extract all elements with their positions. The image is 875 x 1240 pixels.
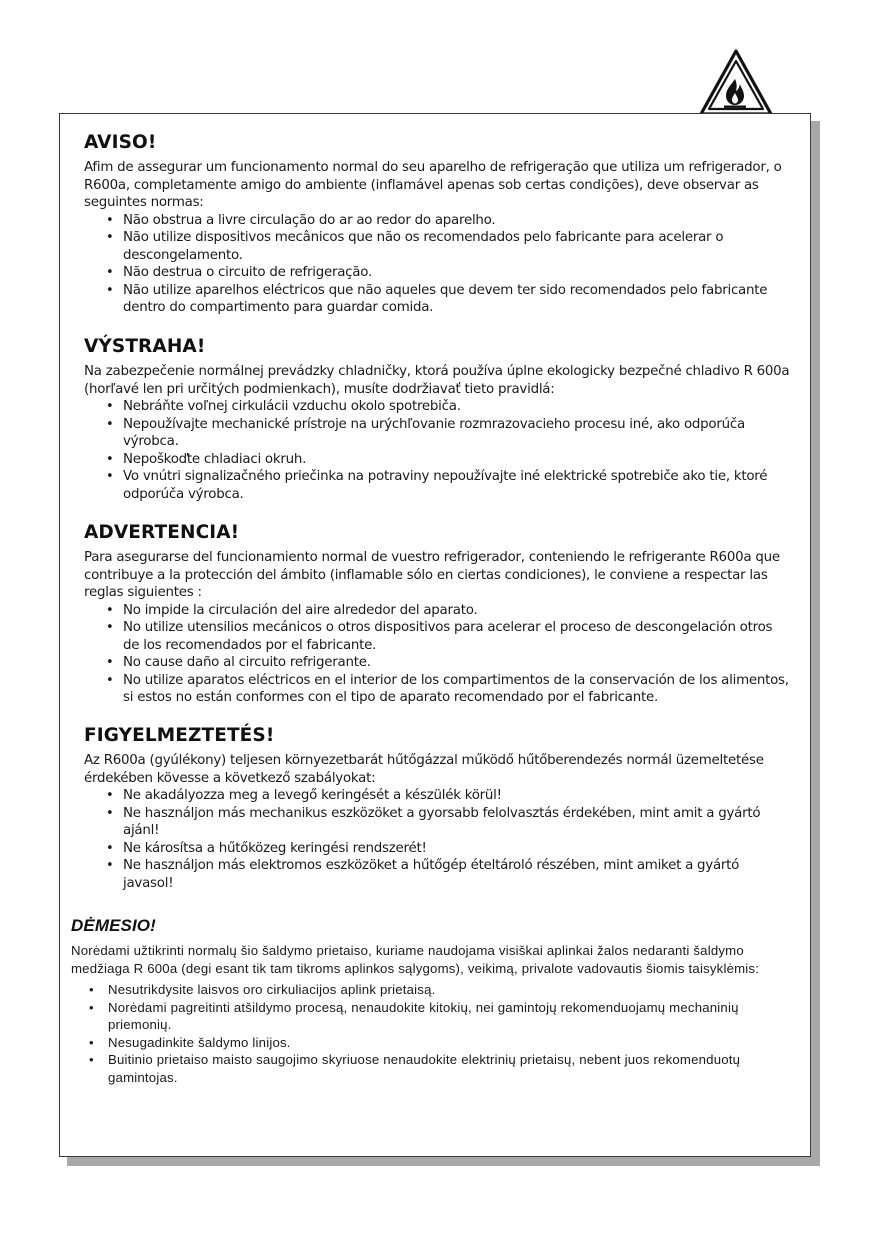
list-item: • No utilize utensilios mecánicos o otros dispositivos para acelerar el proceso de descongelación otros de los recomendados por el fabricante. [123, 619, 792, 654]
list-item: • Não obstrua a livre circulação do ar ao redor do aparelho. [123, 212, 792, 230]
list-item: • Nesugadinkite šaldymo linijos. [108, 1034, 793, 1052]
list-item: • Norėdami pagreitinti atšildymo procesą, nenaudokite kitokių, nei gamintojų rekomenduojamų mechaninių priemonių. [108, 999, 793, 1034]
list-item: • Vo vnútri signalizačného priečinka na potraviny nepoužívajte iné elektrické spotrebiče ako tie, ktoré odporúča výrobca. [123, 468, 792, 503]
list-item: • No impide la circulación del aire alrededor del aparato. [123, 602, 792, 620]
rule-list [71, 981, 793, 1086]
list-item: • Ne használjon más mechanikus eszközöket a gyorsabb felolvasztás érdekében, mint amit a gyártó ajánl! [123, 805, 792, 840]
rule-list [84, 398, 792, 503]
section-intro: Norėdami užtikrinti normalų šio šaldymo prietaiso, kuriame naudojama visiškai aplinkai žalos nedaranti šaldymo medžiaga R 600a (degi esant tik tam tikroms aplinkos sąlygoms), veikimą, privalote vadovautis šiomis taisyklėmis: [71, 943, 760, 976]
list-item: • Ne akadályozza meg a levegő keringését a készülék körül! [123, 787, 792, 805]
warning-panel [59, 113, 811, 1157]
section-title: ADVERTENCIA! [84, 522, 240, 543]
list-item: • Ne használjon más elektromos eszközöket a hűtőgép ételtároló részében, mint amiket a gyártó javasol! [123, 857, 792, 892]
rule-list [84, 602, 792, 707]
list-item: • Não utilize dispositivos mecânicos que não os recomendados pelo fabricante para acelerar o descongelamento. [123, 229, 792, 264]
flammable-warning-icon [698, 48, 774, 118]
section-intro: Az R600a (gyúlékony) teljesen környezetbarát hűtőgázzal működő hűtőberendezés normál üzemeltetése érdekében kövesse a következő szabályokat: [84, 753, 764, 786]
section-title: FIGYELMEZTETÉS! [84, 725, 275, 746]
list-item: • No utilize aparatos eléctricos en el interior de los compartimentos de la conservación de los alimentos, si estos no están conformes con el tipo de aparato recomendado por el fabricante. [123, 672, 792, 707]
section-intro: Na zabezpečenie normálnej prevádzky chladničky, ktorá používa úplne ekologicky bezpečné chladivo R 600a (horľavé len pri určitých podmienkach), musíte dodržiavať tieto pravidlá: [84, 364, 790, 397]
section-intro: Para asegurarse del funcionamiento normal de vuestro refrigerador, conteniendo le refrigerante R600a que contribuye a la protección del ámbito (inflamable sólo en ciertas condiciones), le conviene a respectar las reglas siguientes : [84, 550, 780, 600]
section-hungarian [84, 725, 792, 892]
section-intro: Afim de assegurar um funcionamento normal do seu aparelho de refrigeração que utiliza um refrigerador, o R600a, completamente amigo do ambiente (inflamável apenas sob certas condições), deve observar as seguintes normas: [84, 160, 782, 210]
list-item: • Não destrua o circuito de refrigeração. [123, 264, 792, 282]
section-lithuanian [71, 916, 793, 1086]
list-item: • Nebráňte voľnej cirkulácii vzduchu okolo spotrebiča. [123, 398, 792, 416]
rule-list [84, 787, 792, 892]
list-item: • Buitinio prietaiso maisto saugojimo skyriuose nenaudokite elektrinių prietaisų, nebent juos rekomenduotų gamintojas. [108, 1051, 793, 1086]
list-item: • Ne károsítsa a hűtőközeg keringési rendszerét! [123, 840, 792, 858]
section-title: VÝSTRAHA! [84, 336, 206, 357]
section-title: AVISO! [84, 132, 157, 153]
section-spanish [84, 522, 792, 707]
section-title: DĖMESIO! [71, 916, 156, 935]
section-slovak [84, 336, 792, 503]
list-item: • No cause daño al circuito refrigerante. [123, 654, 792, 672]
list-item: • Nepoužívajte mechanické prístroje na urýchľovanie rozmrazovacieho procesu iné, ako odporúča výrobca. [123, 416, 792, 451]
list-item: • Não utilize aparelhos eléctricos que não aqueles que devem ter sido recomendados pelo fabricante dentro do compartimento para guardar comida. [123, 282, 792, 317]
list-item: • Nesutrikdysite laisvos oro cirkuliacijos aplink prietaisą. [108, 981, 793, 999]
rule-list [84, 212, 792, 317]
list-item: • Nepoškoďte chladiaci okruh. [123, 451, 792, 469]
section-portuguese [84, 132, 792, 317]
